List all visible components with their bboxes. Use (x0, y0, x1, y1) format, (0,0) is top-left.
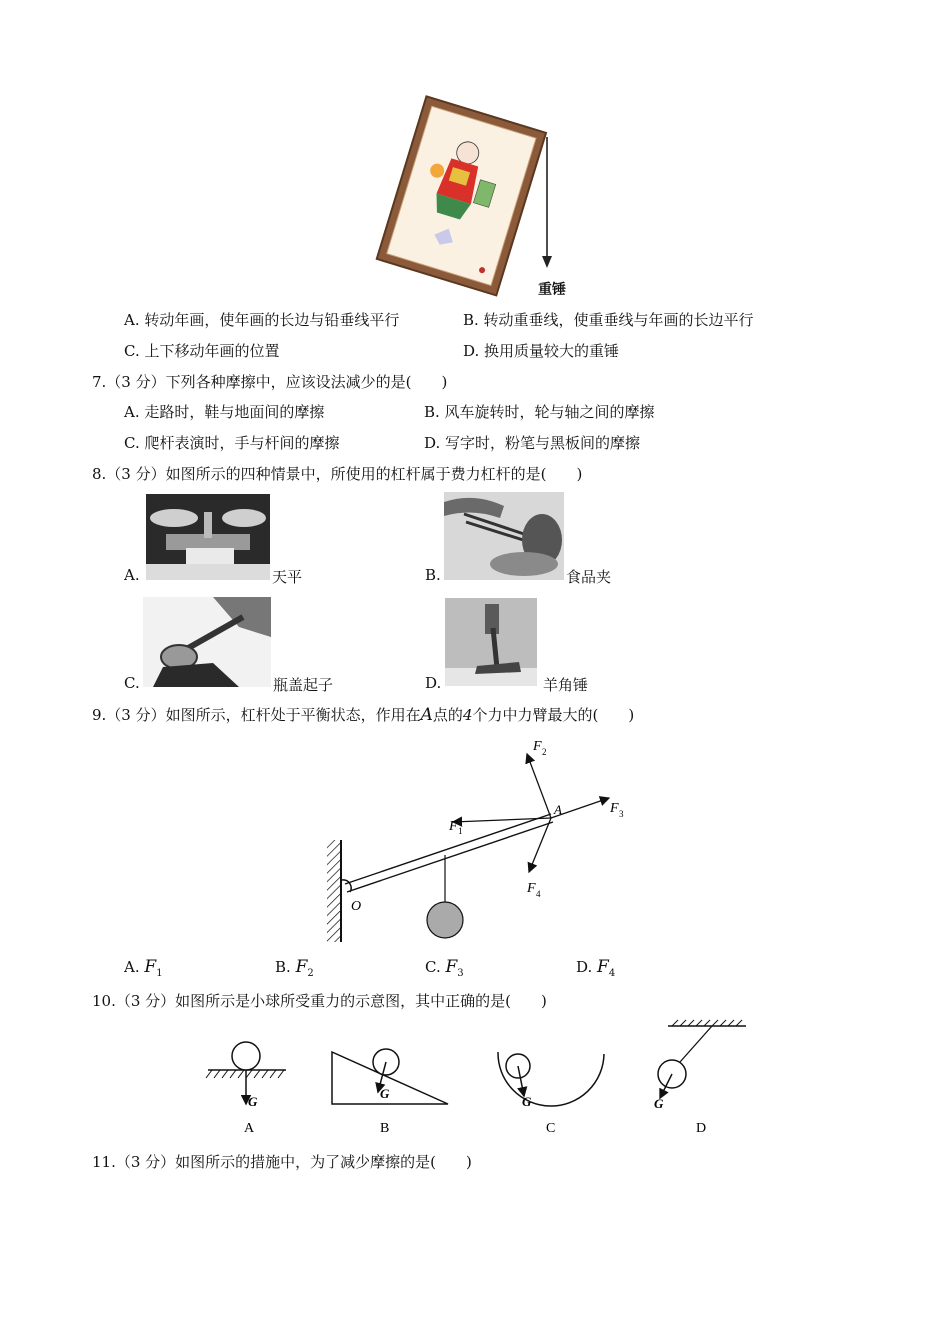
label-point-a: A (554, 802, 562, 817)
q9-option-d-sub: 4 (608, 968, 616, 979)
claw-hammer-photo (445, 598, 537, 686)
q8-option-b-caption: 食品夹 (566, 568, 612, 586)
q8-option-a-caption: 天平 (272, 568, 303, 586)
q9-stem-point: A (420, 705, 433, 725)
q7-option-a[interactable]: A. 走路时，鞋与地面间的摩擦 (124, 403, 325, 421)
q6-option-b[interactable]: B. 转动重垂线，使重垂线与年画的长边平行 (463, 311, 754, 329)
label-pivot-o: O (351, 899, 362, 914)
q10-stem: 10.（3 分）如图所示是小球所受重力的示意图，其中正确的是( ) (92, 992, 547, 1010)
gravity-diagrams (200, 1018, 760, 1143)
bottle-opener-photo (143, 597, 271, 687)
q9-stem (92, 704, 634, 725)
food-tongs-photo (444, 492, 564, 580)
q9-stem-num: 4 (462, 706, 473, 724)
q7-option-c[interactable]: C. 爬杆表演时，手与杆间的摩擦 (124, 434, 340, 452)
q8-option-c-letter[interactable]: C. (124, 674, 140, 692)
hanging-ball (427, 902, 463, 938)
q11-stem: 11.（3 分）如图所示的措施中，为了减少摩擦的是( ) (92, 1153, 472, 1171)
label-f4-sub: 4 (536, 889, 541, 899)
label-f1: F (449, 819, 458, 834)
wall (327, 840, 341, 942)
diagram-b (332, 1049, 448, 1136)
label-f1-sub: 1 (458, 826, 463, 836)
diagram-d (654, 1020, 746, 1136)
diagram-c-label: C (546, 1121, 556, 1136)
q9-option-b[interactable] (275, 957, 314, 979)
q9-option-b-letter: B. (275, 958, 291, 976)
force-f2-arrow (527, 754, 551, 818)
q9-option-c-letter: C. (425, 958, 441, 976)
q9-option-b-f: F (295, 957, 308, 977)
q7-option-d[interactable]: D. 写字时，粉笔与黑板间的摩擦 (424, 434, 641, 452)
diagram-d-g: G (654, 1096, 664, 1111)
q9-option-a-letter: A. (124, 958, 140, 976)
label-f3-sub: 3 (619, 809, 624, 819)
q8-option-a-letter[interactable]: A. (124, 566, 140, 584)
diagram-a-label: A (244, 1121, 255, 1136)
q9-stem-mid: 点的 (432, 706, 463, 724)
q8-stem: 8.（3 分）如图所示的四种情景中，所使用的杠杆属于费力杠杆的是( ) (92, 465, 583, 483)
q6-option-d[interactable]: D. 换用质量较大的重锤 (463, 342, 620, 360)
q6-option-a[interactable]: A. 转动年画，使年画的长边与铅垂线平行 (124, 311, 400, 329)
q8-option-b-letter[interactable]: B. (425, 566, 441, 584)
diagram-c (498, 1052, 604, 1136)
label-f2: F (533, 739, 542, 754)
q7-stem: 7.（3 分）下列各种摩擦中，应该设法减少的是( ) (92, 373, 448, 391)
q9-option-d[interactable] (576, 957, 615, 979)
balance-photo (146, 494, 270, 580)
q9-option-d-letter: D. (576, 958, 593, 976)
q6-option-c[interactable]: C. 上下移动年画的位置 (124, 342, 280, 360)
q9-option-c[interactable] (425, 957, 464, 979)
diagram-a (206, 1042, 286, 1136)
q7-option-b[interactable]: B. 风车旋转时，轮与轴之间的摩擦 (424, 403, 655, 421)
diagram-b-g: G (380, 1086, 390, 1101)
q9-option-a-f: F (144, 957, 157, 977)
q9-option-d-f: F (597, 957, 609, 977)
diagram-a-g: G (248, 1094, 258, 1109)
label-f4: F (527, 881, 536, 896)
q9-option-a-sub: 1 (156, 968, 163, 979)
diagram-c-g: G (522, 1094, 532, 1109)
diagram-b-label: B (380, 1121, 390, 1136)
q9-option-b-sub: 2 (307, 968, 314, 979)
q8-option-d-letter[interactable]: D. (425, 674, 442, 692)
lever-diagram (315, 732, 645, 947)
q9-option-c-sub: 3 (457, 968, 464, 979)
label-f2-sub: 2 (542, 747, 547, 757)
diagram-d-label: D (696, 1121, 707, 1136)
q8-option-d-caption: 羊角锤 (543, 676, 589, 694)
q9-stem-pre: 9.（3 分）如图所示，杠杆处于平衡状态，作用在 (92, 706, 421, 724)
label-f3: F (610, 801, 619, 816)
force-f1-arrow (453, 818, 551, 822)
new-year-painting-figure (370, 90, 570, 305)
q9-option-c-f: F (445, 957, 458, 977)
plumb-label: 重锤 (538, 283, 566, 298)
q8-option-c-caption: 瓶盖起子 (273, 676, 334, 694)
q9-option-a[interactable] (124, 957, 163, 979)
q9-stem-post: 个力中力臂最大的( ) (472, 706, 635, 724)
